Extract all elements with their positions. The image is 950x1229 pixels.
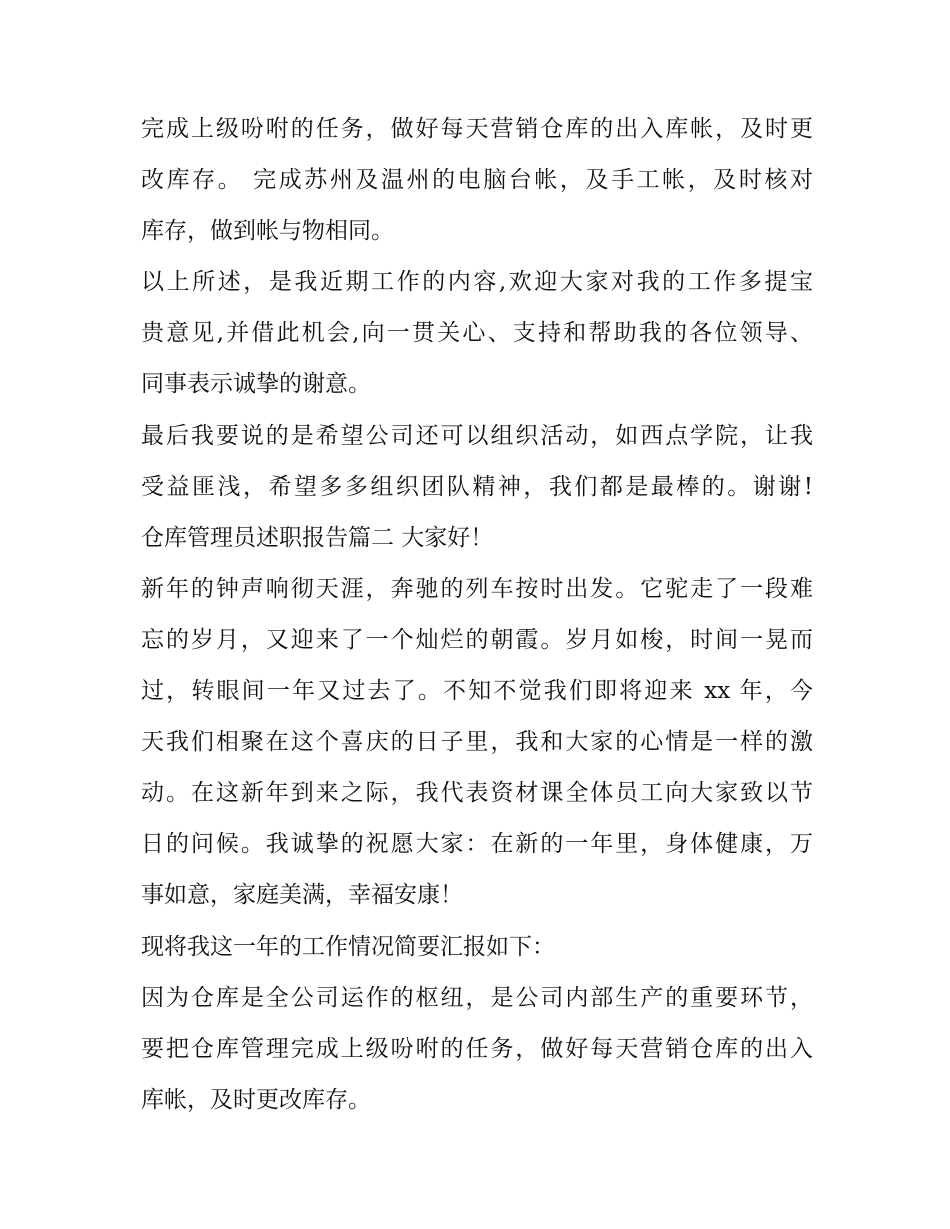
text-line: 因为仓库是全公司运作的枢纽，是公司内部生产的重要环节， (141, 984, 813, 1011)
section-heading: 仓库管理员述职报告篇二 大家好！ (141, 524, 494, 551)
document-body (141, 104, 813, 1126)
text-line: 以上所述，是我近期工作的内容,欢迎大家对我的工作多提宝 (141, 269, 813, 296)
text-line: 事如意，家庭美满，幸福安康！ (141, 882, 463, 909)
text-line: 新年的钟声响彻天涯，奔驰的列车按时出发。它驼走了一段难 (141, 575, 813, 602)
text-line: 忘的岁月，又迎来了一个灿烂的朝霞。岁月如梭，时间一晃而 (141, 626, 813, 653)
text-line: 贵意见,并借此机会,向一贯关心、支持和帮助我的各位领导、 (141, 320, 813, 347)
text-line: 天我们相聚在这个喜庆的日子里，我和大家的心情是一样的激 (141, 729, 813, 756)
text-line: 日的问候。我诚挚的祝愿大家：在新的一年里，身体健康，万 (141, 831, 813, 858)
text-line: 完成上级吩咐的任务，做好每天营销仓库的出入库帐，及时更 (141, 116, 813, 142)
text-line: 要把仓库管理完成上级吩咐的任务，做好每天营销仓库的出入 (141, 1035, 813, 1062)
text-line: 最后我要说的是希望公司还可以组织活动，如西点学院，让我 (141, 422, 813, 449)
text-line: 过，转眼间一年又过去了。不知不觉我们即将迎来 xx 年，今 (141, 678, 813, 705)
text-line: 库存，做到帐与物相同。 (141, 218, 394, 245)
text-line: 库帐，及时更改库存。 (141, 1086, 371, 1113)
text-line: 现将我这一年的工作情况简要汇报如下： (141, 933, 555, 960)
text-line: 同事表示诚挚的谢意。 (141, 371, 371, 398)
text-line: 改库存。 完成苏州及温州的电脑台帐，及手工帐，及时核对 (141, 167, 813, 194)
text-line: 动。在这新年到来之际，我代表资材课全体员工向大家致以节 (141, 780, 813, 807)
text-line: 受益匪浅，希望多多组织团队精神，我们都是最棒的。谢谢! (141, 473, 813, 500)
